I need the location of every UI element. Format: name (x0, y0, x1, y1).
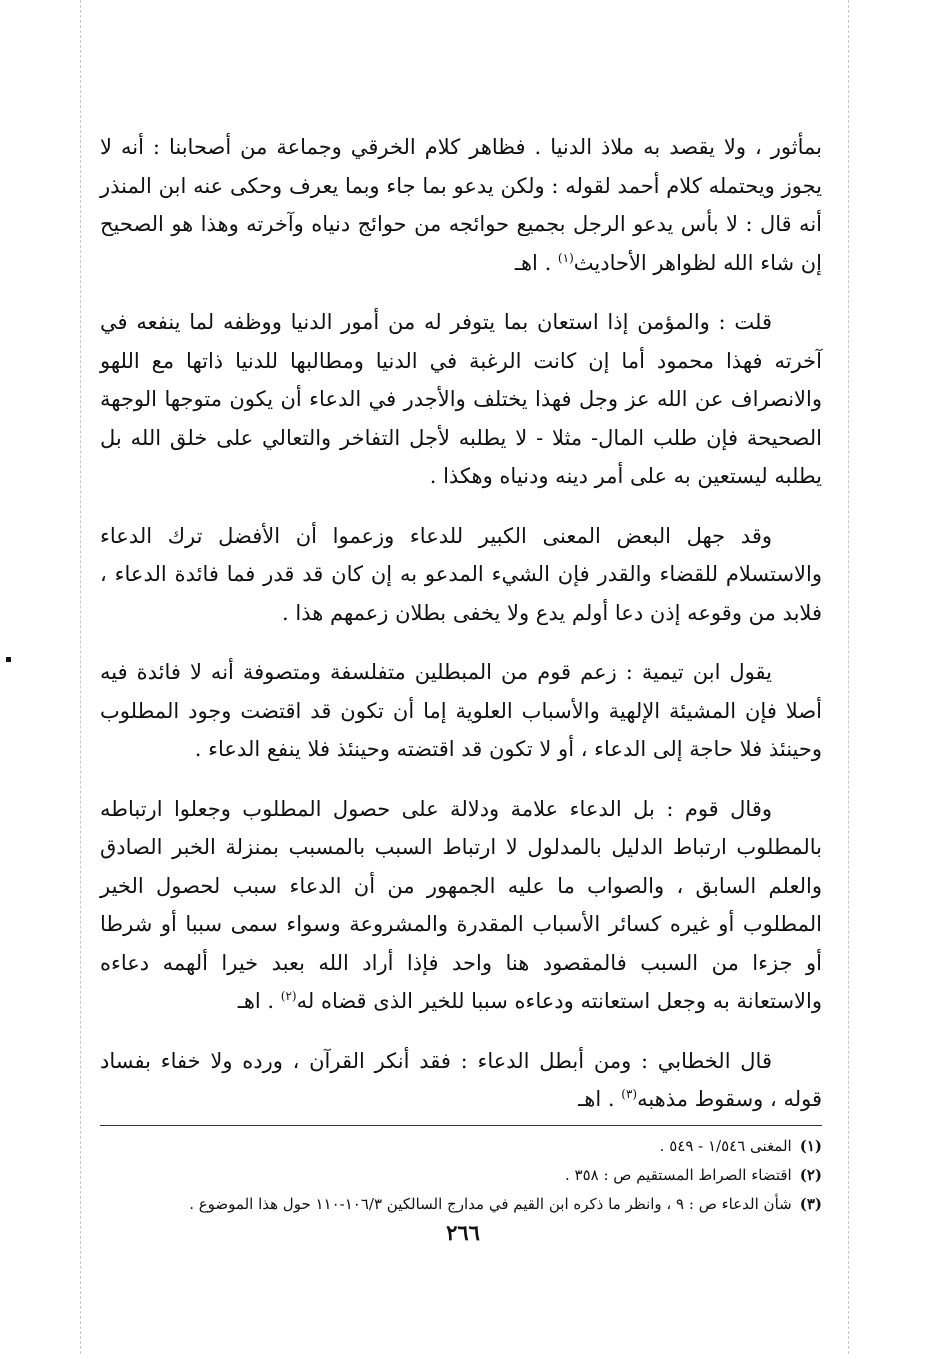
text-line: وحينئذ فلا حاجة إلى الدعاء ، أو لا تكون قد اقتضته وحينئذ فلا ينفع الدعاء . (194, 737, 822, 761)
footnote-2 (100, 1161, 822, 1190)
text-line: والعلم السابق ، والصواب ما عليه الجمهور من أن الدعاء سبب لحصول الخير (100, 873, 822, 898)
paragraph-5 (100, 790, 822, 1021)
text-line: والانصراف عن الله عز وجل فهذا يختلف والأجدر في الدعاء أن يكون متوجها (164, 387, 822, 411)
footnote-ref-2: (٢) (280, 989, 297, 1003)
text-line: والاستسلام للقضاء والقدر فإن الشيء المدعو به إن كان قد قدر فما فائدة (174, 562, 822, 586)
footnote-text: شأن الدعاء ص : ٩ ، وانظر ما ذكره ابن القيم في مدارج السالكين ١٠٦/٣-١١٠ حول هذا الموضوع . (189, 1194, 792, 1213)
text-tail: . اهـ (578, 1087, 622, 1111)
footnote-number: (٣) (799, 1194, 822, 1213)
text-line: بفساد قوله ، وسقوط مذهبه (100, 1048, 822, 1111)
page-body (100, 128, 822, 1219)
footnote-text: المغنى ١/٥٤٦ - ٥٤٩ . (659, 1136, 792, 1155)
text-line: الوجهة الصحيحة فإن طلب المال- مثلا - لا يطلبه لأجل التفاخر والتعالي على (100, 387, 822, 450)
text-line: أنه لا يجوز ويحتمله كلام أحمد لقوله : ولكن يدعو بما جاء وبما يعرف وحكى (100, 135, 822, 198)
scan-fold-line-right (848, 0, 849, 1354)
text-tail: . اهـ (237, 989, 281, 1013)
text-line: قلت : والمؤمن إذا استعان بما يتوفر له من أمور الدنيا ووظفه لما ينفعه (136, 310, 772, 334)
page-number: ٢٦٦ (446, 1220, 480, 1245)
text-line: قال الخطابي : ومن أبطل الدعاء : فقد أنكر القرآن ، ورده ولا خفاء (160, 1048, 772, 1073)
text-line: أصلا فإن المشيئة الإلهية والأسباب العلوية إما أن تكون قد اقتضت وجود المطلوب (100, 698, 822, 723)
text-line: والاستعانة به وجعل استعانته ودعاءه سببا للخير الذى قضاه له (296, 989, 822, 1013)
footnote-text: اقتضاء الصراط المستقيم ص : ٣٥٨ . (564, 1165, 792, 1184)
text-line: المطلوب أو غيره كسائر الأسباب المقدرة والمشروعة وسواء سمى سببا أو شرطا (100, 912, 822, 936)
text-tail: . اهـ (514, 250, 558, 275)
footnotes (100, 1132, 822, 1219)
footnote-1 (100, 1132, 822, 1161)
paragraph-2 (100, 303, 822, 496)
paragraph-3 (100, 517, 822, 633)
text-line: أو جزءا من السبب فالمقصود هنا واحد فإذا أراد الله بعبد خيرا ألهمه دعاءه (100, 950, 822, 975)
footnote-separator (100, 1125, 822, 1126)
text-line: في آخرته فهذا محمود أما إن كانت الرغبة في الدنيا ومطالبها للدنيا ذاتها مع اللهو (100, 310, 822, 373)
footnote-number: (١) (799, 1136, 822, 1155)
paragraph-6 (100, 1042, 822, 1119)
scan-speck (6, 657, 11, 662)
scan-fold-line-left (80, 0, 81, 1354)
footnote-3 (100, 1190, 822, 1219)
text-line: وقال قوم : بل الدعاء علامة ودلالة على حصول المطلوب وجعلوا ارتباطه (100, 796, 772, 821)
text-line: وقد جهل البعض المعنى الكبير للدعاء وزعموا أن الأفضل ترك الدعاء (100, 523, 772, 548)
text-line: بمأثور ، ولا يقصد به ملاذ الدنيا . فظاهر كلام الخرقي وجماعة من أصحابنا : (152, 135, 823, 159)
text-line: وآخرته وهذا هو الصحيح إن شاء الله لظواهر الأحاديث (100, 212, 822, 275)
text-line: الدعاء ، فلابد من وقوعه إذن دعا أولم يدع ولا يخفى بطلان زعمهم هذا . (100, 562, 822, 625)
text-line: بالمطلوب ارتباط الدليل بالمدلول لا ارتباط السبب بالمسبب بمنزلة الخبر الصادق (100, 835, 822, 859)
footnote-ref-3: (٣) (621, 1087, 638, 1101)
paragraph-1 (100, 128, 822, 282)
footnote-ref-1: (١) (557, 250, 574, 265)
footnote-number: (٢) (799, 1165, 822, 1184)
paragraph-4 (100, 653, 822, 769)
text-line: يقول ابن تيمية : زعم قوم من المبطلين متفلسفة ومتصوفة أنه لا فائدة فيه (100, 660, 772, 684)
text-line: خلق الله بل يطلبه ليستعين به على أمر دينه ودنياه وهكذا . (100, 425, 822, 488)
text-line: عنه ابن المنذر أنه قال : لا بأس يدعو الرجل بجميع حوائجه من حوائج دنياه (100, 173, 822, 236)
